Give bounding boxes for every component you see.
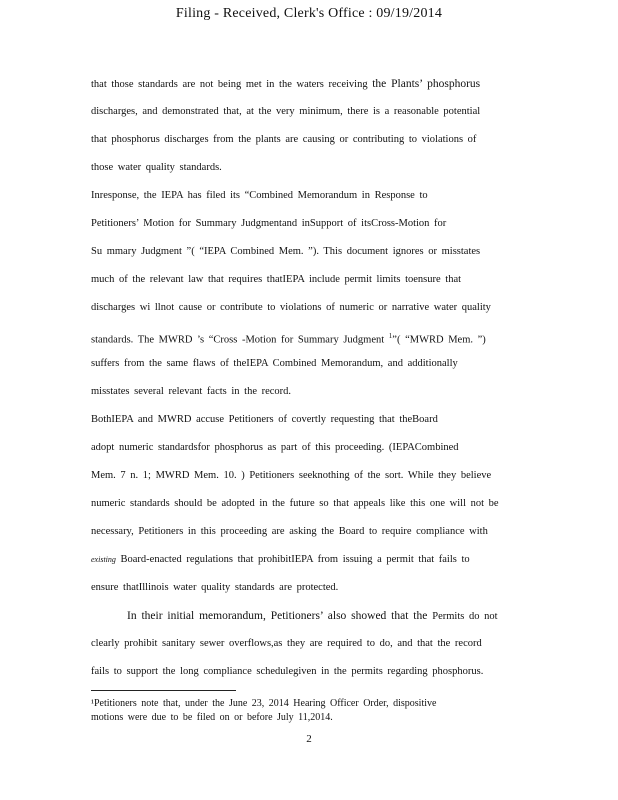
text-line (91, 406, 521, 434)
text-line (91, 266, 521, 294)
text-line (91, 546, 521, 574)
line-text: necessary, Petitioners in this proceeding are asking the Board to require compliance with (91, 526, 488, 537)
line-text: Mem. 7 n. 1; MWRD Mem. 10. ) Petitioners seeknothing of the sort. While they believe (91, 470, 492, 481)
page-number: 2 (306, 733, 312, 745)
text-line (91, 518, 521, 546)
text-line (91, 182, 521, 210)
line-text: Inresponse, the IEPA has filed its “Combined Memorandum in Response to (91, 190, 428, 201)
line-text: discharges, and demonstrated that, at the very minimum, there is a reasonable potential (91, 106, 481, 117)
filing-header: Filing - Received, Clerk's Office : 09/19/2014 (175, 6, 443, 21)
line-text: discharges wi llnot cause or contribute to violations of numeric or narrative water quality (91, 302, 491, 313)
text-line (91, 98, 521, 126)
footnote-rule (91, 690, 236, 691)
body-text (91, 70, 521, 686)
line-text: misstates several relevant facts in the record. (91, 386, 292, 397)
line-text: ”( “MWRD Mem. ”) (392, 334, 486, 346)
italic-word: existing (91, 555, 116, 564)
line-text: BothIEPA and MWRD accuse Petitioners of covertly requesting that theBoard (91, 414, 438, 425)
line-text: suffers from the same flaws of theIEPA Combined Memorandum, and additionally (91, 358, 458, 369)
line-text: numeric standards should be adopted in the future so that appeals like this one will not be (91, 498, 499, 509)
text-line (91, 238, 521, 266)
emphasis-text: In their initial memorandum, Petitioners’ also showed that the (127, 610, 433, 622)
text-line (91, 630, 521, 658)
text-line (91, 154, 521, 182)
line-text: fails to support the long compliance schedulegiven in the permits regarding phosphorus. (91, 666, 484, 677)
text-line (91, 210, 521, 238)
line-text: much of the relevant law that requires thatIEPA include permit limits toensure that (91, 274, 462, 285)
footnote-line: ¹Petitioners note that, under the June 23, 2014 Hearing Officer Order, dispositive (91, 698, 437, 709)
emphasis-text: the Plants’ phosphorus (372, 78, 481, 90)
text-line (91, 378, 521, 406)
text-line (91, 602, 521, 630)
footnote-line: motions were due to be filed on or before July 11,2014. (91, 712, 333, 723)
line-text: Permits do not (432, 611, 498, 622)
text-line (91, 434, 521, 462)
text-line (91, 126, 521, 154)
text-line (91, 294, 521, 322)
text-line (91, 70, 521, 98)
text-line (91, 350, 521, 378)
line-text: standards. The MWRD ’s “Cross -Motion for Summary Judgment (91, 334, 389, 346)
footnote (91, 697, 521, 725)
line-text: clearly prohibit sanitary sewer overflows,as they are required to do, and that the record (91, 638, 482, 649)
text-line (91, 462, 521, 490)
text-line (91, 490, 521, 518)
text-line (91, 322, 521, 350)
line-text: Su mmary Judgment ”( “IEPA Combined Mem. ”). This document ignores or misstates (91, 246, 481, 257)
line-text: those water quality standards. (91, 162, 222, 173)
text-line (91, 574, 521, 602)
text-line (91, 658, 521, 686)
line-text: Board-enacted regulations that prohibitIEPA from issuing a permit that fails to (115, 554, 470, 565)
line-text: that phosphorus discharges from the plants are causing or contributing to violations of (91, 134, 477, 145)
footnote-marker[interactable]: 1 (388, 332, 393, 340)
line-text: adopt numeric standardsfor phosphorus as part of this proceeding. (IEPACombined (91, 442, 459, 453)
line-text: that those standards are not being met in the waters receiving (91, 79, 373, 90)
line-text: ensure thatIllinois water quality standards are protected. (91, 582, 339, 593)
line-text: Petitioners’ Motion for Summary Judgmentand inSupport of itsCross-Motion for (91, 218, 447, 229)
